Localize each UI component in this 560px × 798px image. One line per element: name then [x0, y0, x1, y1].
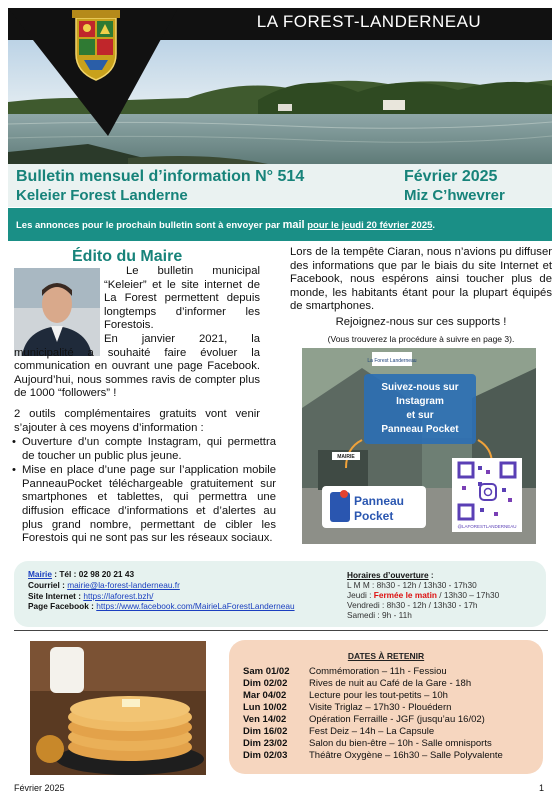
courriel-label: Courriel :	[28, 579, 68, 590]
list-item: • Mise en place d’une page sur l’application mobile PanneauPocket téléchargeable gratuitement sur smartphones et tablettes, qui permettra une diffusion efficace d’informations et d’alertes au plus grand nombre, permettant de cibler les Forestois qui ne sont pas sur les réseaux sociaux.	[12, 464, 276, 546]
list-item	[243, 690, 448, 701]
mairie-phone: : Tél : 02 98 20 21 43	[51, 569, 135, 579]
qr-code-icon	[458, 462, 516, 520]
mairie-sign-text: MAIRIE	[337, 454, 355, 460]
promo-logo-text: La Forest Landerneau	[367, 358, 417, 364]
bulletin-date-breton: Miz C’hwevrer	[404, 187, 505, 204]
hours-row: Vendredi : 8h30 - 12h / 13h30 - 17h	[347, 600, 478, 610]
event-description: Salon du bien-être – 10h - Salle omnisports	[309, 738, 492, 749]
event-description: Commémoration – 11h - Fessiou	[309, 666, 447, 677]
event-description: Visite Triglaz – 17h30 - Plouédern	[309, 702, 452, 713]
panneau-pocket-label-2: Pocket	[354, 509, 394, 523]
header-banner	[8, 8, 552, 164]
section-divider	[14, 630, 548, 631]
hours-row: Samedi : 9h - 11h	[347, 610, 412, 620]
panneau-pocket-label-1: Panneau	[354, 494, 405, 508]
hours-thursday-closed: Fermée le matin	[373, 590, 437, 600]
edito-bullet-list	[12, 436, 276, 547]
bulletin-title: Bulletin mensuel d’information N° 514	[16, 168, 305, 185]
bulletin-subtitle: Keleier Forest Landerne	[16, 187, 188, 204]
promo-headline-3: et sur	[406, 410, 434, 421]
header-title: LA FOREST-LANDERNEAU	[256, 12, 482, 31]
opening-hours-title: Horaires d’ouverture	[347, 570, 429, 580]
edito-paragraph-3: 2 outils complémentaires gratuits vont venir s’ajouter à ces moyens d’information :	[14, 408, 260, 434]
instagram-handle: @LAFORESTLANDERNEAU	[457, 524, 517, 529]
dates-title: DATES À RETENIR	[347, 651, 425, 661]
facebook-link[interactable]: https://www.facebook.com/MairieLaForestLanderneau	[96, 601, 295, 612]
list-item	[243, 750, 503, 761]
facebook-label: Page Facebook :	[28, 601, 97, 612]
contact-box	[14, 561, 546, 627]
announcement-notice	[8, 208, 552, 241]
event-date: Dim 02/02	[243, 678, 288, 689]
list-item	[243, 666, 447, 677]
edito-paragraph-2: En janvier 2021, la municipalité a souhaité faire évoluer la communication en ouvrant une page Facebook. Aujourd’hui, nous sommes ravis de compter plus de 1000 “followers” !	[14, 333, 260, 400]
list-item	[243, 726, 434, 737]
crepes-photo	[30, 641, 206, 775]
opening-hours-colon: :	[428, 570, 434, 580]
notice-deadline: pour le jeudi 20 février 2025	[307, 220, 433, 231]
event-description: Fest Deiz – 14h – La Capsule	[309, 726, 435, 737]
opening-hours	[347, 570, 499, 620]
list-item	[243, 678, 471, 689]
event-description: Opération Ferraille - JGF (jusqu’au 16/02)	[309, 714, 485, 725]
notice-text: Les annonces pour le prochain bulletin sont à envoyer par	[16, 220, 283, 231]
site-label: Site Internet :	[28, 590, 84, 601]
event-date: Dim 02/03	[243, 750, 288, 761]
promo-headline-4: Panneau Pocket	[381, 424, 459, 435]
event-date: Lun 10/02	[243, 702, 287, 713]
event-date: Sam 01/02	[243, 666, 290, 677]
event-date: Ven 14/02	[243, 714, 287, 725]
notice-mail: mail	[282, 219, 305, 231]
hours-thursday-label: Jeudi :	[347, 590, 374, 600]
contact-details	[28, 569, 295, 612]
join-us-text: Rejoignez-nous sur ces supports !	[335, 316, 507, 328]
municipal-crest-icon	[8, 8, 178, 138]
hours-thursday-afternoon: / 13h30 – 17h30	[436, 590, 500, 600]
event-description: Théâtre Oxygène – 16h30 – Salle Polyvalente	[309, 750, 503, 761]
list-item	[243, 702, 451, 713]
promo-headline-2: Instagram	[396, 396, 444, 407]
dates-to-remember-box	[229, 640, 543, 774]
edito-paragraph-1: Le bulletin municipal “Keleier” et le site internet de La Forest permettent depuis longtemps d’informer les Forestois.	[104, 265, 260, 332]
hours-row: L M M : 8h30 - 12h / 13h30 - 17h30	[347, 580, 477, 590]
edito-title: Édito du Maire	[72, 248, 183, 265]
list-item: • Ouverture d’un compte Instagram, qui permettra de toucher un public plus jeune.	[12, 436, 276, 463]
list-item	[243, 714, 485, 725]
event-date: Mar 04/02	[243, 690, 287, 701]
page-number: 1	[539, 783, 545, 793]
list-item	[243, 738, 492, 749]
bulletin-date: Février 2025	[404, 168, 498, 185]
event-description: Lecture pour les tout-petits – 10h	[309, 690, 448, 701]
website-link[interactable]: https://laforest.bzh/	[83, 590, 154, 601]
right-paragraph: Lors de la tempête Ciaran, nous n’avions pu diffuser des informations que par le biais du site Internet et Facebook, nous espérons ainsi toucher plus de monde, les habitants étant pour la plupart équipés de smartphones.	[290, 246, 552, 313]
social-media-promo-image	[302, 348, 536, 544]
email-link[interactable]: mairie@la-forest-landerneau.fr	[67, 579, 180, 590]
procedure-note: (Vous trouverez la procédure à suivre en page 3).	[327, 334, 515, 344]
notice-end: .	[432, 220, 436, 231]
event-description: Rives de nuit au Café de la Gare - 18h	[309, 678, 472, 689]
mairie-label: Mairie	[28, 569, 52, 579]
footer-date: Février 2025	[14, 783, 65, 793]
promo-headline-1: Suivez-nous sur	[381, 382, 459, 393]
event-date: Dim 23/02	[243, 738, 288, 749]
bulletin-titlebar	[8, 164, 552, 207]
event-date: Dim 16/02	[243, 726, 288, 737]
